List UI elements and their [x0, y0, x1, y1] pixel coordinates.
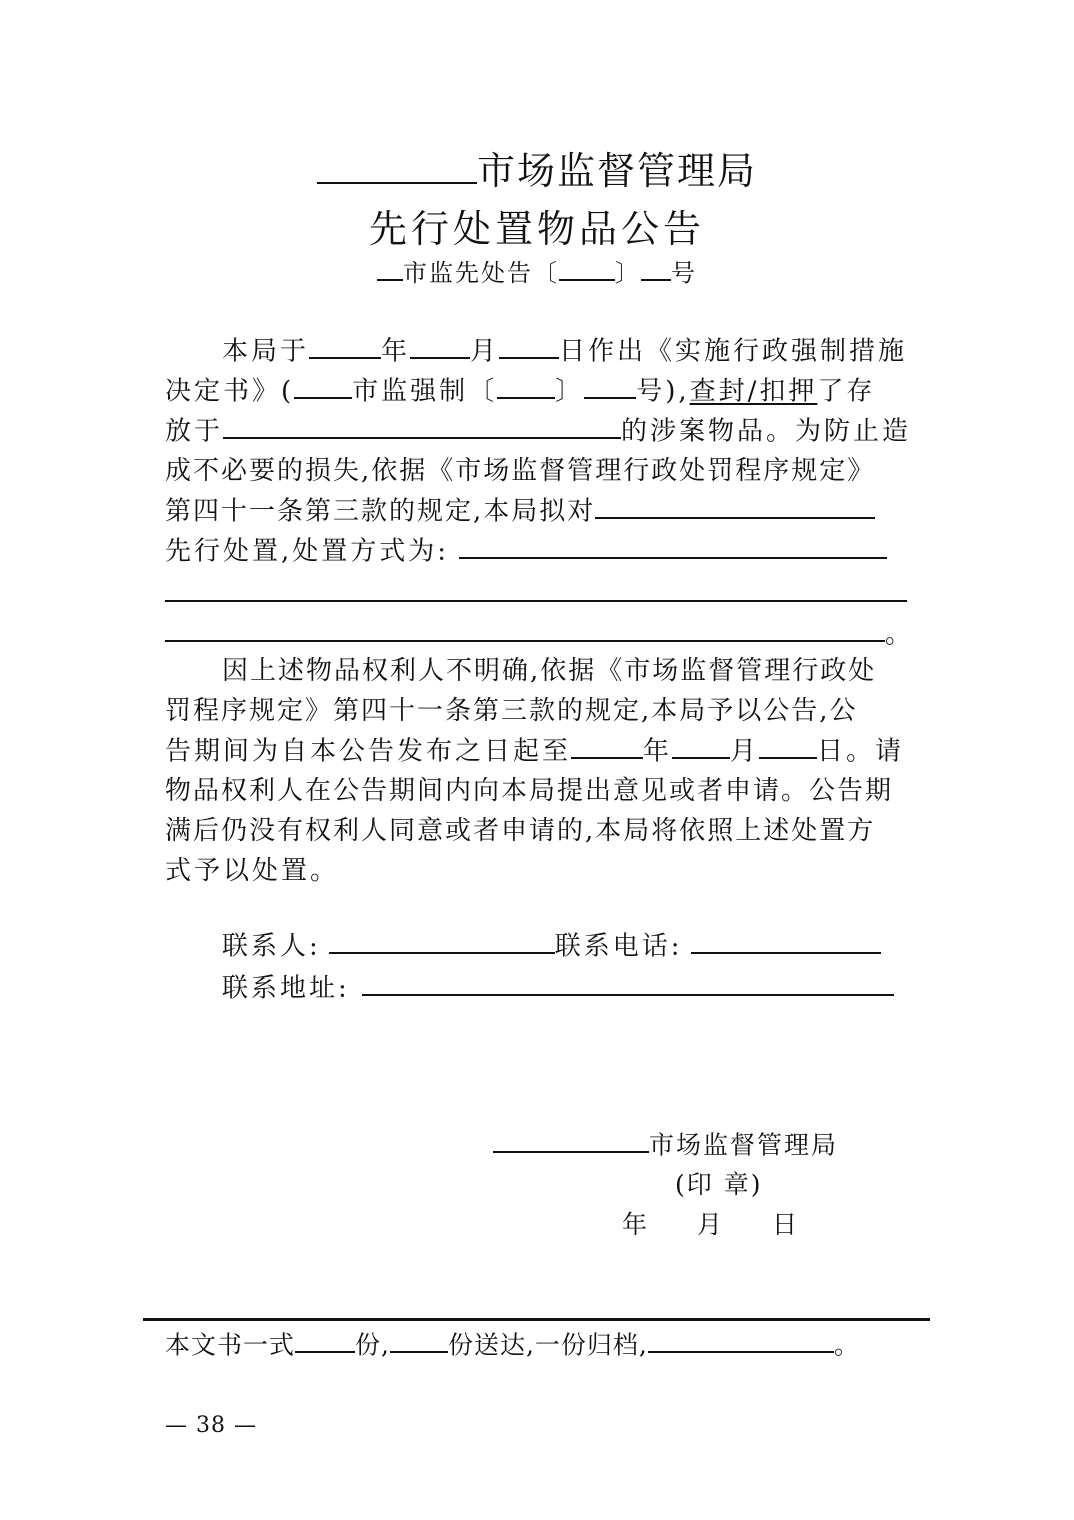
para2-line4: 物品权利人在公告期间内向本局提出意见或者申请。公告期: [165, 776, 894, 806]
doc-number-suffix: 号: [671, 259, 697, 287]
seal-detain-option: 查封/扣押: [689, 376, 818, 407]
month-blank: [410, 330, 470, 359]
para1-line1: [222, 330, 907, 367]
para1-line3: [165, 410, 911, 447]
blank: [497, 370, 555, 399]
authority-blank: [493, 1125, 649, 1153]
text: 的涉案物品。为防止造: [621, 416, 912, 447]
blank-line: [165, 573, 907, 602]
authority-suffix: 市场监督管理局: [476, 149, 757, 193]
text: 日。请: [817, 736, 905, 767]
text: 份送达,一份归档,: [447, 1330, 648, 1360]
copies-blank: [295, 1325, 355, 1353]
text: 〕: [555, 376, 585, 407]
para2-line2: 罚程序规定》第四十一条第三款的规定,本局予以公告,公: [165, 696, 858, 726]
page-number: — 38 —: [165, 1413, 257, 1438]
text: 第四十一条第三款的规定,本局拟对: [165, 496, 596, 527]
contact-line: [222, 925, 881, 962]
date-day: 日: [772, 1210, 800, 1239]
items-blank: [595, 490, 875, 519]
text: 年: [381, 336, 411, 367]
text: 。: [885, 619, 915, 650]
footer-divider: [143, 1318, 930, 1321]
para1-line8: [165, 613, 914, 650]
text: 月: [470, 336, 500, 367]
text: 月: [730, 736, 760, 767]
authority-blank: [317, 148, 477, 184]
address-line: [222, 967, 894, 1004]
contact-address-label: 联系地址:: [222, 973, 350, 1004]
date-year: 年: [622, 1210, 650, 1239]
year-blank: [571, 730, 643, 759]
para1-line5: [165, 490, 875, 527]
para2-line3: [165, 730, 904, 767]
day-blank: [499, 330, 559, 359]
text: 日作出《实施行政强制措施: [559, 336, 908, 367]
text: 年: [643, 736, 673, 767]
served-copies-blank: [390, 1325, 448, 1353]
signature-date: [622, 1205, 799, 1241]
month-blank: [672, 730, 730, 759]
signature-authority: [493, 1125, 838, 1161]
doc-prefix-blank: [377, 254, 403, 281]
disposal-method-blank: [459, 530, 887, 559]
para1-line4: 成不必要的损失,依据《市场监督管理行政处罚程序规定》: [165, 456, 876, 486]
contact-phone-label: 联系电话:: [554, 931, 683, 962]
doc-serial-blank: [641, 254, 671, 281]
signature-authority-suffix: 市场监督管理局: [649, 1130, 839, 1160]
year-blank: [309, 330, 381, 359]
seal-label: (印 章): [675, 1170, 763, 1199]
para2-line6: 式予以处置。: [165, 856, 340, 886]
contact-person-blank: [329, 925, 555, 954]
text: 放于: [165, 416, 224, 447]
copies-note: [165, 1325, 860, 1361]
issuing-authority-title: [0, 140, 1074, 195]
para1-line7: [165, 573, 907, 609]
text: 先行处置,处置方式为:: [165, 536, 450, 567]
contact-person-label: 联系人:: [222, 931, 321, 962]
day-blank: [759, 730, 817, 759]
text: 市监强制〔: [352, 376, 498, 407]
storage-location-blank: [223, 410, 621, 439]
blank: [584, 370, 636, 399]
doc-bracket-close: 〕: [615, 259, 641, 287]
contact-address-blank: [362, 967, 894, 996]
doc-year-blank: [559, 254, 615, 281]
remaining-blank: [648, 1325, 834, 1353]
text: 了存: [817, 376, 876, 407]
text: 份,: [355, 1330, 390, 1360]
text: 。: [833, 1330, 860, 1360]
para1-line2: [165, 370, 875, 407]
para2-line1: 因上述物品权利人不明确,依据《市场监督管理行政处: [222, 656, 877, 686]
text: 告期间为自本公告发布之日起至: [165, 736, 572, 767]
text: 本文书一式: [165, 1330, 296, 1360]
text: 号),: [636, 376, 690, 407]
text: 本局于: [222, 336, 310, 367]
doc-number-label: 市监先处告〔: [403, 259, 559, 287]
para2-line5: 满后仍没有权利人同意或者申请的,本局将依照上述处置方: [165, 816, 876, 846]
text: 决定书》(: [165, 376, 295, 407]
document-number: [0, 253, 1074, 288]
notice-title: 先行处置物品公告: [368, 207, 705, 251]
para1-line6: [165, 530, 887, 567]
date-month: 月: [697, 1210, 725, 1239]
blank: [294, 370, 352, 399]
contact-phone-blank: [691, 925, 881, 954]
blank-line: [165, 613, 885, 642]
